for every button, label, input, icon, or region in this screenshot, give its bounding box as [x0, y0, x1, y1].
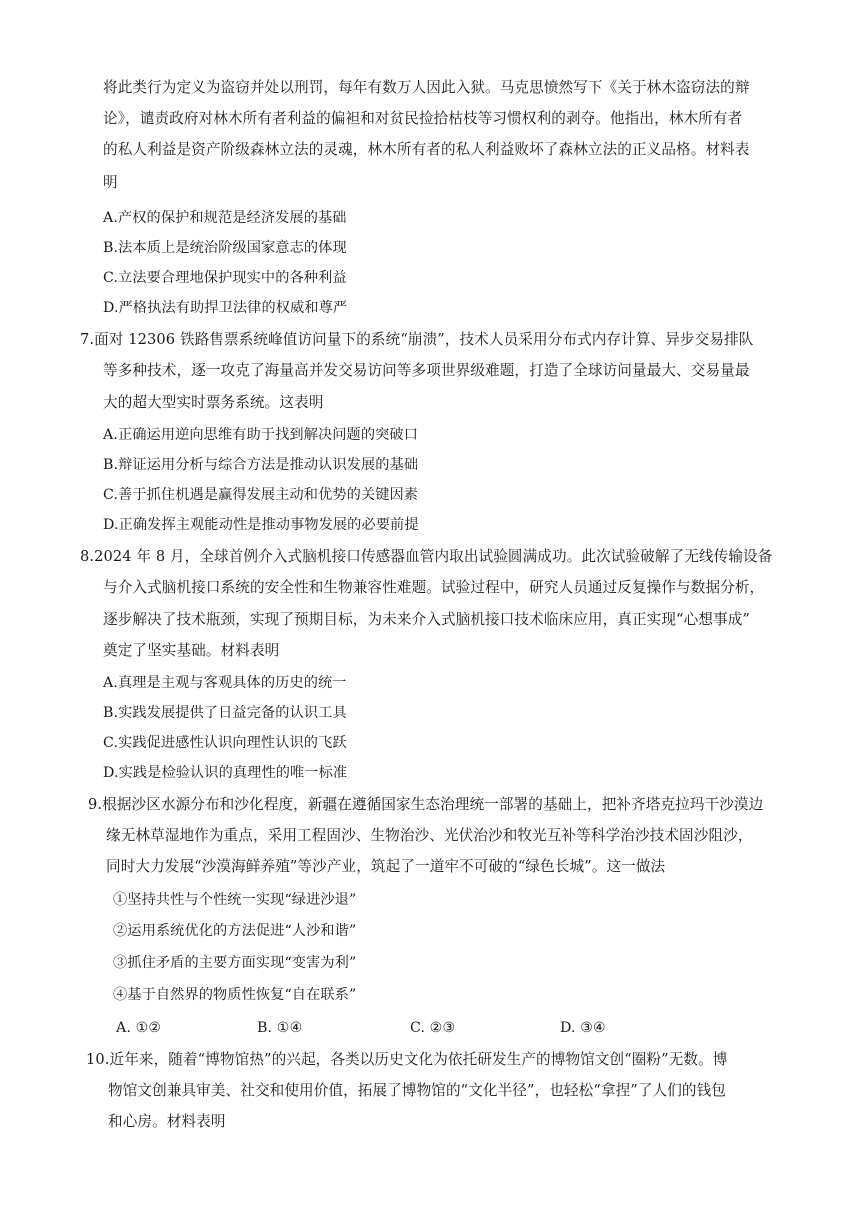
question-stem-line: 7.面对 12306 铁路售票系统峰值访问量下的系统“崩溃”，技术人员采用分布式内存计算、异步交易排队: [80, 331, 754, 348]
question-stem-line: 与介入式脑机接口系统的安全性和生物兼容性难题。试验过程中，研究人员通过反复操作与数据分析，: [103, 579, 765, 596]
statement-3: ③抓住矛盾的主要方面实现“变害为利”: [113, 955, 357, 971]
choice-a: A. ①②: [116, 1020, 162, 1036]
question-stem-line: 10.近年来，随着“博物馆热”的兴起，各类以历史文化为依托研发生产的博物馆文创“圈粉”无数。博: [86, 1051, 728, 1068]
option-b: B.实践发展提供了日益完备的认识工具: [103, 705, 347, 721]
question-stem-line: 同时大力发展“沙漠海鲜养殖”等沙产业，筑起了一道牢不可破的“绿色长城”。这一做法: [106, 858, 666, 875]
statement-4: ④基于自然界的物质性恢复“自在联系”: [113, 987, 357, 1003]
option-a: A.真理是主观与客观具体的历史的统一: [103, 675, 347, 691]
option-a: A.产权的保护和规范是经济发展的基础: [103, 210, 347, 226]
option-c: C.善于抓住机遇是赢得发展主动和优势的关键因素: [103, 487, 419, 503]
question-stem-line: 奠定了坚实基础。材料表明: [103, 642, 280, 659]
question-stem-line: 逐步解决了技术瓶颈，实现了预期目标，为未来介入式脑机接口技术临床应用，真正实现“心想事成”: [103, 611, 750, 628]
question-stem-line: 大的超大型实时票务系统。这表明: [103, 394, 324, 411]
choice-d: D. ③④: [560, 1020, 606, 1036]
option-d: D.严格执法有助捍卫法律的权威和尊严: [103, 300, 348, 316]
question-stem-line: 缘无林草湿地作为重点，采用工程固沙、生物治沙、光伏治沙和牧光互补等科学治沙技术固沙阻沙，: [106, 827, 753, 844]
statement-1: ①坚持共性与个性统一实现“绿进沙退”: [113, 892, 357, 908]
option-c: C.立法要合理地保护现实中的各种利益: [103, 270, 347, 286]
option-b: B.法本质上是统治阶级国家意志的体现: [103, 240, 347, 256]
option-b: B.辩证运用分析与综合方法是推动认识发展的基础: [103, 457, 419, 473]
option-a: A.正确运用逆向思维有助于找到解决问题的突破口: [103, 427, 418, 443]
question-stem-line: 9.根据沙区水源分布和沙化程度，新疆在遵循国家生态治理统一部署的基础上，把补齐塔克拉玛干沙漠边: [88, 796, 764, 813]
question-stem-line: 等多种技术，逐一攻克了海量高并发交易访问等多项世界级难题，打造了全球访问量最大、交易量最: [103, 362, 750, 379]
question-stem-line: 的私人利益是资产阶级森林立法的灵魂，林木所有者的私人利益败坏了森林立法的正义品格。材料表: [103, 141, 750, 158]
option-d: D.正确发挥主观能动性是推动事物发展的必要前提: [103, 517, 419, 533]
question-stem-line: 论》，谴责政府对林木所有者利益的偏袒和对贫民捡拾枯枝等习惯权利的剥夺。他指出，林木所有者: [103, 110, 743, 127]
statement-2: ②运用系统优化的方法促进“人沙和谐”: [113, 923, 357, 939]
question-stem-line: 8.2024 年 8 月，全球首例介入式脑机接口传感器血管内取出试验圆满成功。此次试验破解了无线传输设备: [80, 548, 773, 565]
choice-c: C. ②③: [410, 1020, 456, 1036]
question-stem-line: 明: [103, 174, 118, 191]
option-d: D.实践是检验认识的真理性的唯一标准: [103, 765, 348, 781]
choice-b: B. ①④: [257, 1020, 303, 1036]
question-stem-line: 和心房。材料表明: [108, 1113, 226, 1130]
question-stem-line: 物馆文创兼具审美、社交和使用价值，拓展了博物馆的“文化半径”，也轻松“拿捏”了人们的钱包: [108, 1082, 726, 1099]
question-stem-line: 将此类行为定义为盗窃并处以刑罚，每年有数万人因此入狱。马克思愤然写下《关于林木盗窃法的辩: [103, 79, 750, 96]
option-c: C.实践促进感性认识向理性认识的飞跃: [103, 735, 347, 751]
